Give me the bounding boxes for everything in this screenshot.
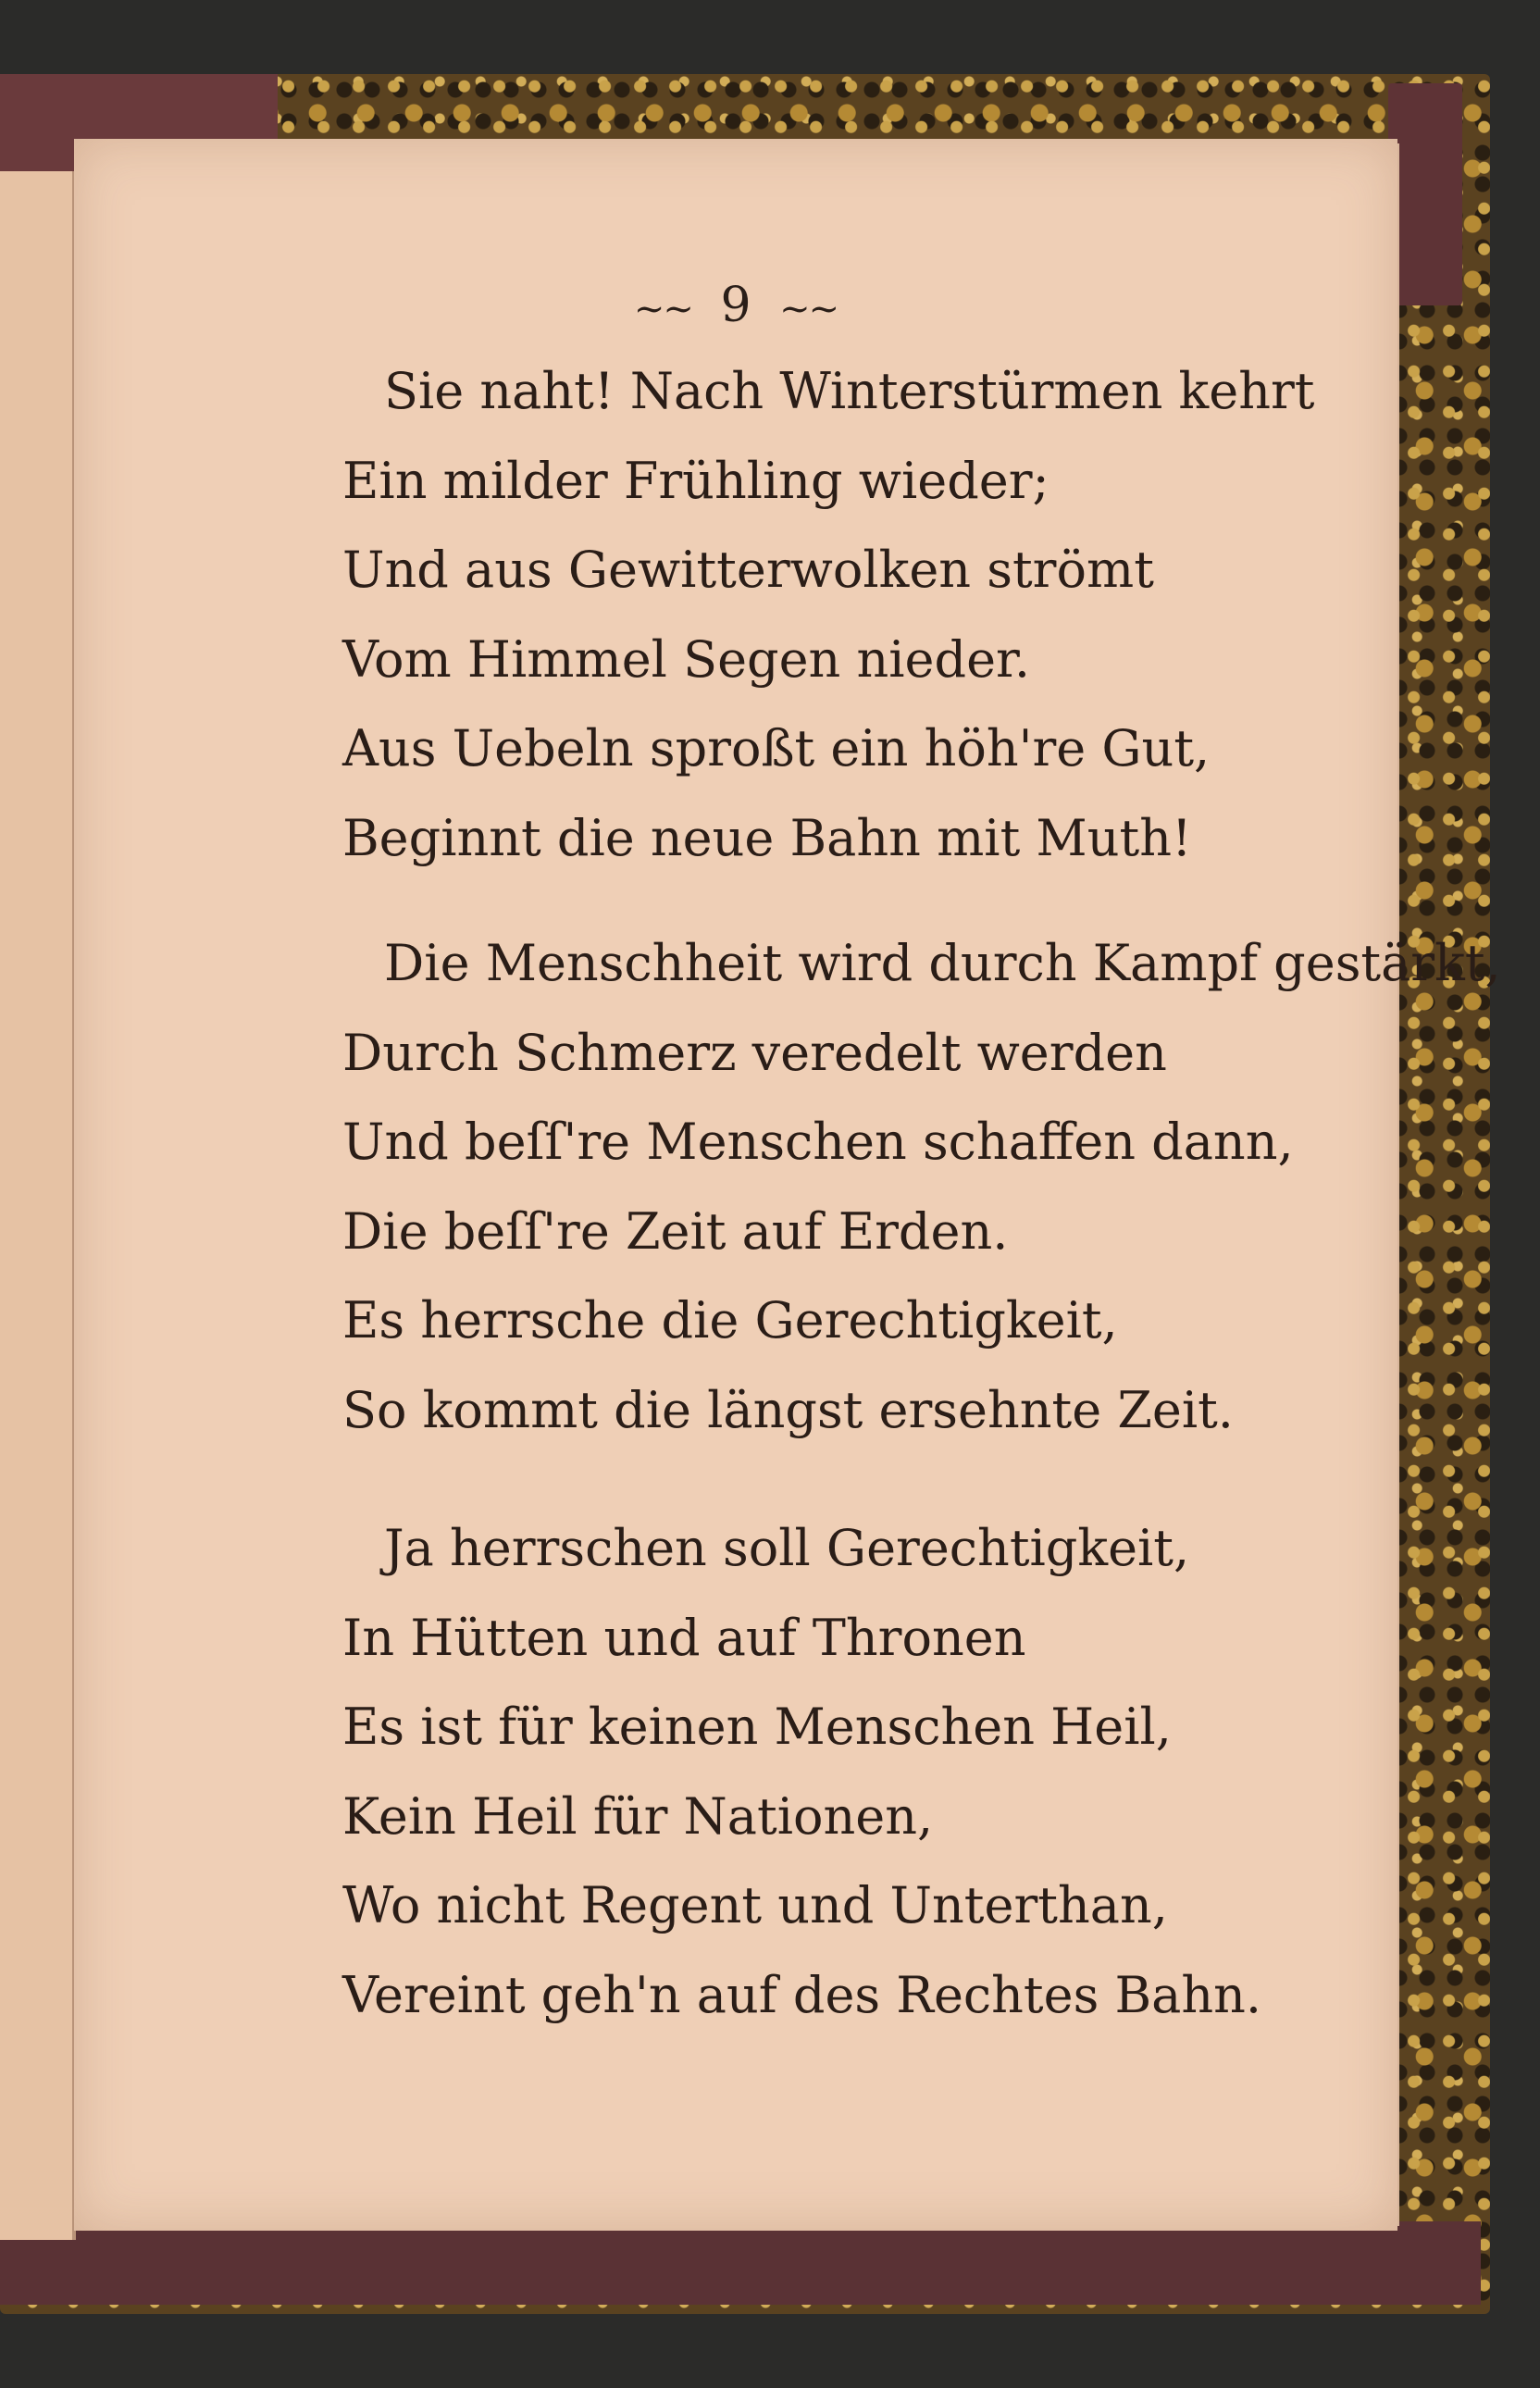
stanza-2 xyxy=(342,919,1501,1455)
verse-line: Kein Heil für Nationen, xyxy=(342,1786,934,1846)
verse-line: Und beſſ're Menschen schaffen dann, xyxy=(342,1113,1294,1171)
verse-line: Aus Uebeln sproßt ein höh're Gut, xyxy=(342,719,1211,777)
ornament-right-icon: ~~ xyxy=(779,287,838,330)
verse-line: In Hütten und auf Thronen xyxy=(342,1608,1026,1667)
leather-corner-right xyxy=(1388,83,1462,305)
ornament-left-icon: ~~ xyxy=(633,287,692,330)
facing-page-edge xyxy=(0,171,76,2240)
verse-line: Ja herrschen soll Gerechtigkeit, xyxy=(384,1519,1190,1577)
verse-line: Beginnt die neue Bahn mit Muth! xyxy=(342,808,1192,867)
verse-line: Sie naht! Nach Winterstürmen kehrt xyxy=(384,362,1315,420)
leather-edge-bottom xyxy=(0,2221,1481,2305)
verse-line: Vom Himmel Segen nieder. xyxy=(342,629,1031,689)
page-number: 9 xyxy=(720,278,751,333)
book-page xyxy=(74,139,1501,2231)
verse-line: Es herrsche die Gerechtigkeit, xyxy=(342,1291,1118,1349)
verse-line: Durch Schmerz veredelt werden xyxy=(342,1023,1167,1082)
stanza-3 xyxy=(342,1504,1360,2040)
verse-line: Ein milder Frühling wieder; xyxy=(342,451,1049,510)
stanza-1 xyxy=(342,347,1360,883)
verse-line: Und aus Gewitterwolken strömt xyxy=(342,541,1154,599)
verse-line: Die beſſ're Zeit auf Erden. xyxy=(342,1201,1009,1261)
verse-line: Es ist für keinen Menschen Heil, xyxy=(342,1698,1172,1756)
verse-line: Vereint geh'n auf des Rechtes Bahn. xyxy=(342,1965,1262,2024)
verse-line: So kommt die längst ersehnte Zeit. xyxy=(342,1380,1234,1439)
page-header xyxy=(74,278,1397,333)
verse-line: Die Menschheit wird durch Kampf gestärkt, xyxy=(384,934,1501,992)
verse-line: Wo nicht Regent und Unterthan, xyxy=(342,1876,1168,1934)
